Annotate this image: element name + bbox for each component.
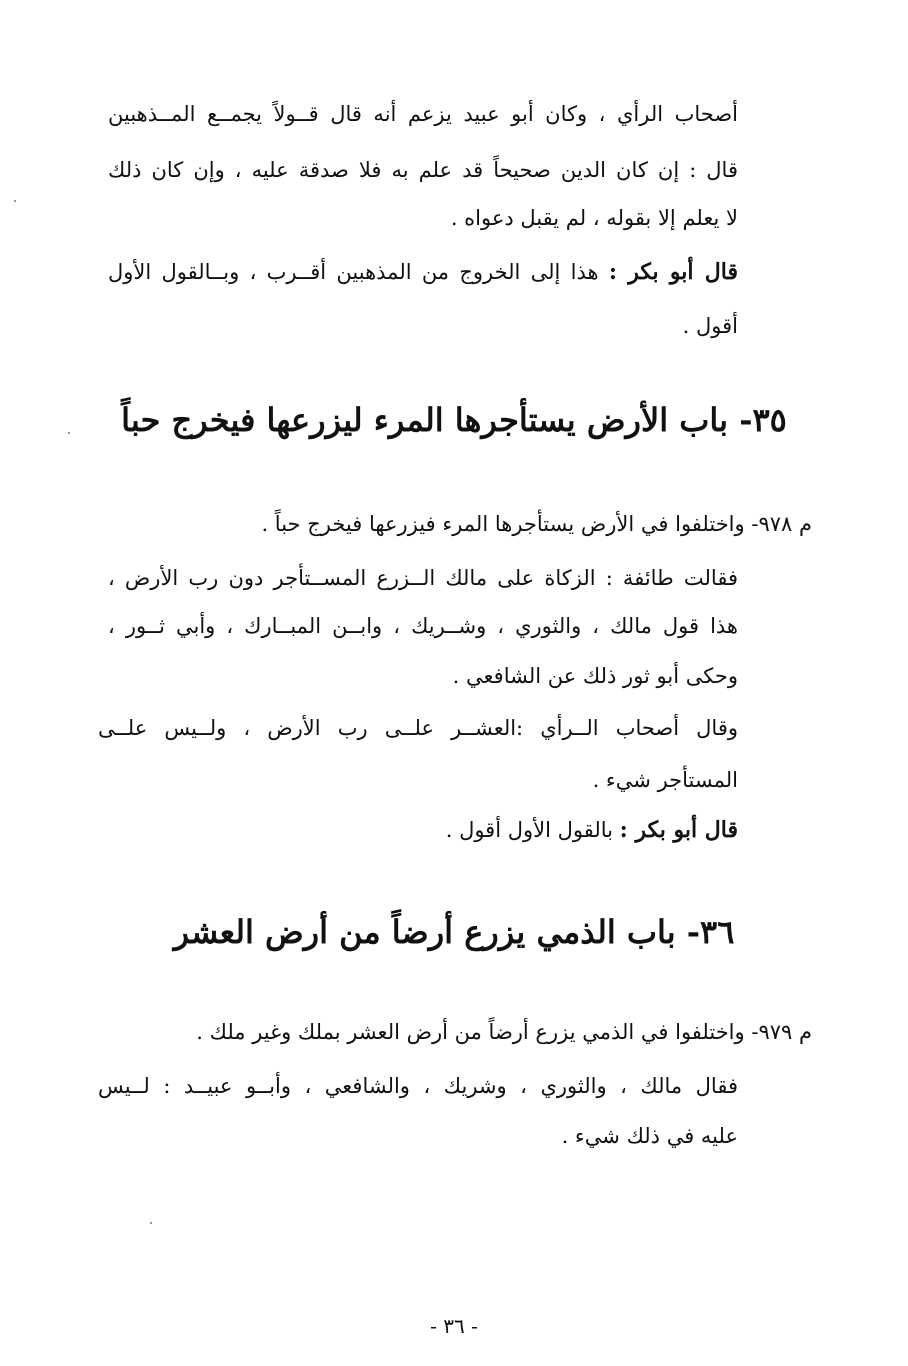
entry-text: واختلفوا في الأرض يستأجرها المرء فيزرعها فيخرج حباً . (261, 512, 745, 536)
paragraph-line: فقال مالك ، والثوري ، وشريك ، والشافعي ، وأبــو عبيــد : لــيس (98, 1074, 738, 1098)
entry-line (98, 1018, 812, 1046)
paragraph-line: أقول . (682, 314, 738, 338)
speaker-label: قال أبو بكر : (619, 817, 738, 843)
paragraph-line: وحكى أبو ثور ذلك عن الشافعي . (452, 664, 738, 688)
paragraph-line: هذا قول مالك ، والثوري ، وشــريك ، وابــن المبــارك ، وأبي ثــور ، (108, 614, 738, 638)
paragraph-line: قال : إن كان الدين صحيحاً قد علم به فلا صدقة عليه ، وإن كان ذلك (108, 158, 738, 182)
section-heading-36: ٣٦- باب الذمي يزرع أرضاً من أرض العشر (173, 913, 735, 951)
page-number: - ٣٦ - (430, 1314, 478, 1338)
speaker-label: قال أبو بكر : (608, 259, 738, 285)
comment-line (108, 258, 738, 286)
scan-speck (14, 200, 16, 202)
entry-line (98, 510, 812, 538)
paragraph-line: لا يعلم إلا بقوله ، لم يقبل دعواه . (450, 206, 738, 230)
entry-number: م ٩٧٨- (751, 512, 812, 536)
entry-number: م ٩٧٩- (751, 1020, 812, 1044)
comment-text: هذا إلى الخروج من المذهبين أقــرب ، وبــالقول الأول (108, 260, 599, 284)
comment-text: بالقول الأول أقول . (445, 818, 613, 842)
paragraph-line: وقال أصحاب الــرأي :العشــر علــى رب الأرض ، ولــيس علــى (98, 716, 738, 740)
scan-speck (150, 1222, 152, 1224)
entry-text: واختلفوا في الذمي يزرع أرضاً من أرض العشر بملك وغير ملك . (196, 1020, 745, 1044)
paragraph-line: أصحاب الرأي ، وكان أبو عبيد يزعم أنه قال قــولاً يجمــع المــذهبين (108, 102, 738, 126)
section-heading-35: ٣٥- باب الأرض يستأجرها المرء ليزرعها فيخرج حباً (121, 401, 787, 439)
scan-speck (68, 432, 70, 434)
paragraph-line: فقالت طائفة : الزكاة على مالك الــزرع المســتأجر دون رب الأرض ، (108, 566, 738, 590)
comment-line (108, 816, 738, 844)
paragraph-line: عليه في ذلك شيء . (561, 1124, 738, 1148)
paragraph-line: المستأجر شيء . (592, 768, 738, 792)
